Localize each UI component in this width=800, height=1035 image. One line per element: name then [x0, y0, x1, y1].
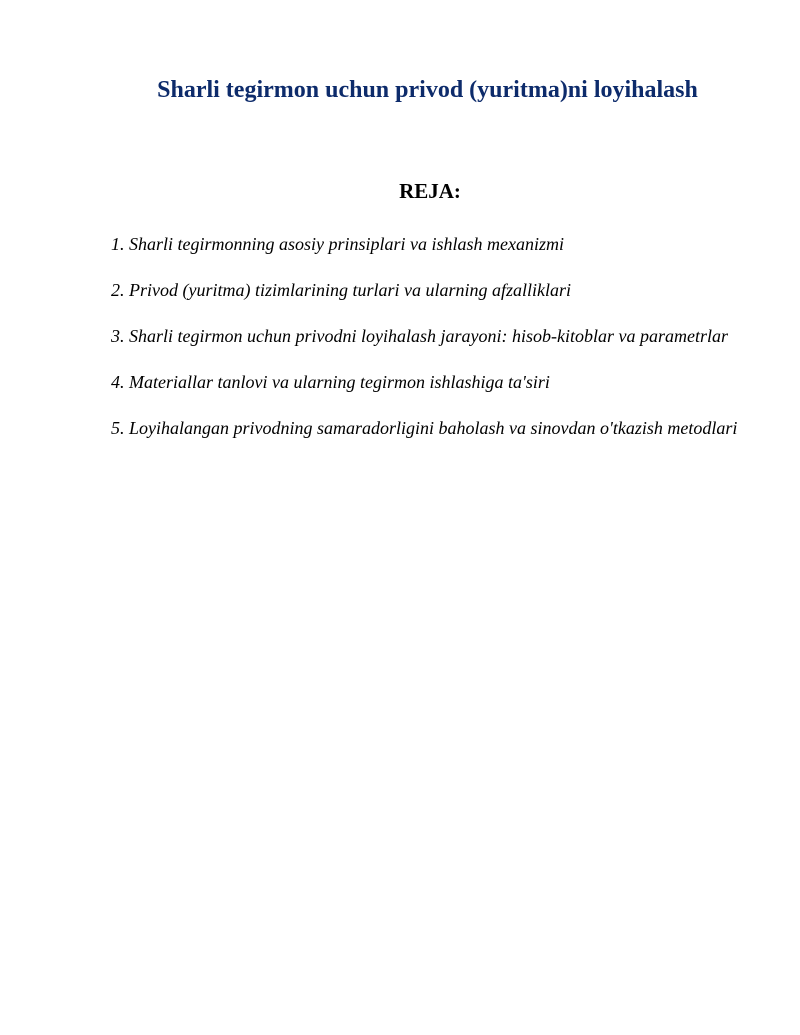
- plan-item-1: 1. Sharli tegirmonning asosiy prinsiplari va ishlash mexanizmi: [111, 234, 565, 254]
- plan-item-3: 3. Sharli tegirmon uchun privodni loyihalash jarayoni: hisob-kitoblar va parametrlar: [111, 326, 728, 346]
- plan-list: [111, 227, 742, 457]
- plan-heading: REJA:: [399, 179, 461, 203]
- plan-item-4: 4. Materiallar tanlovi va ularning tegirmon ishlashiga ta'siri: [111, 372, 550, 392]
- plan-item-2: 2. Privod (yuritma) tizimlarining turlari va ularning afzalliklari: [111, 280, 572, 300]
- document-title: Sharli tegirmon uchun privod (yuritma)ni loyihalash: [157, 77, 698, 103]
- plan-item-5: 5. Loyihalangan privodning samaradorligini baholash va sinovdan o'tkazish metodlari: [111, 418, 738, 438]
